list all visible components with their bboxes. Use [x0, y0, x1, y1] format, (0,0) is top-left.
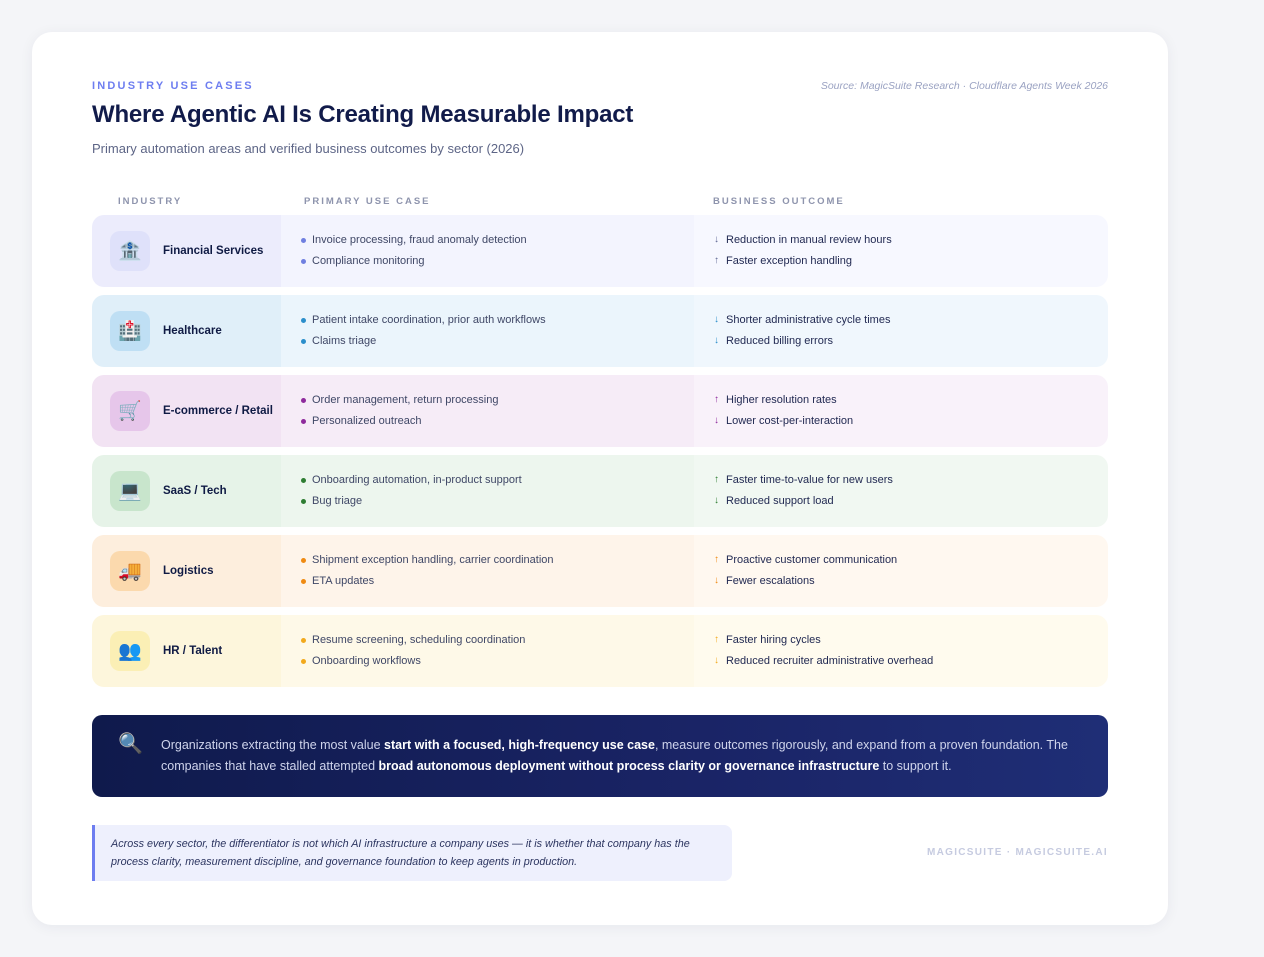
delivery-truck-icon: 🚚 — [110, 551, 150, 591]
outcome-text: Fewer escalations — [726, 575, 815, 587]
use-case-item — [301, 313, 694, 334]
industry-cell — [92, 615, 281, 687]
bullet-dot-icon — [301, 579, 306, 584]
industry-cell — [92, 215, 281, 287]
outcome-item — [714, 313, 1108, 334]
arrow-down-icon: ↓ — [714, 335, 719, 346]
industry-cell — [92, 455, 281, 527]
use-case-item — [301, 334, 694, 355]
use-case-cell — [281, 375, 694, 447]
use-case-cell — [281, 215, 694, 287]
use-case-item — [301, 473, 694, 494]
closing-quote: Across every sector, the differentiator is not which AI infrastructure a company uses — it is whether that company has the process clarity, measurement discipline, and governance foundation to keep agents in production. — [92, 825, 732, 881]
brand-footer: MAGICSUITE · MAGICSUITE.AI — [926, 847, 1108, 858]
outcome-cell — [694, 535, 1108, 607]
use-case-item — [301, 654, 694, 675]
bullet-dot-icon — [301, 499, 306, 504]
arrow-down-icon: ↓ — [714, 495, 719, 506]
outcome-item — [714, 393, 1108, 414]
bullet-dot-icon — [301, 638, 306, 643]
outcome-item — [714, 633, 1108, 654]
outcome-text: Higher resolution rates — [726, 394, 837, 406]
industry-cell — [92, 535, 281, 607]
column-header-outcome: BUSINESS OUTCOME — [713, 196, 845, 207]
industry-name: Financial Services — [163, 244, 264, 257]
use-case-text: Personalized outreach — [312, 415, 422, 427]
arrow-up-icon: ↑ — [714, 554, 719, 565]
use-case-text: Claims triage — [312, 335, 377, 347]
bullet-dot-icon — [301, 558, 306, 563]
outcome-item — [714, 553, 1108, 574]
outcome-item — [714, 574, 1108, 595]
use-case-text: Onboarding automation, in-product support — [312, 474, 522, 486]
bullet-dot-icon — [301, 398, 306, 403]
outcome-text: Reduction in manual review hours — [726, 234, 892, 246]
magnifier-icon: 🔍 — [118, 733, 143, 755]
outcome-text: Shorter administrative cycle times — [726, 314, 891, 326]
arrow-down-icon: ↓ — [714, 314, 719, 325]
page-subtitle: Primary automation areas and verified business outcomes by sector (2026) — [92, 141, 525, 156]
laptop-icon: 💻 — [110, 471, 150, 511]
eyebrow-label: INDUSTRY USE CASES — [92, 80, 254, 92]
outcome-text: Reduced recruiter administrative overhead — [726, 655, 934, 667]
shopping-cart-icon: 🛒 — [110, 391, 150, 431]
people-icon: 👥 — [110, 631, 150, 671]
use-case-text: Patient intake coordination, prior auth workflows — [312, 314, 546, 326]
use-case-text: Shipment exception handling, carrier coordination — [312, 554, 554, 566]
outcome-text: Faster time-to-value for new users — [726, 474, 893, 486]
table-row — [92, 295, 1108, 367]
use-case-item — [301, 494, 694, 515]
industry-cell — [92, 295, 281, 367]
industry-cell — [92, 375, 281, 447]
outcome-cell — [694, 295, 1108, 367]
outcome-text: Reduced billing errors — [726, 335, 833, 347]
use-case-text: ETA updates — [312, 575, 375, 587]
use-case-item — [301, 233, 694, 254]
callout-text-3: to support it. — [879, 759, 952, 773]
source-note: Source: MagicSuite Research · Cloudflare Agents Week 2026 — [820, 80, 1108, 92]
page-title: Where Agentic AI Is Creating Measurable Impact — [92, 101, 634, 128]
bullet-dot-icon — [301, 478, 306, 483]
bullet-dot-icon — [301, 318, 306, 323]
industry-table — [92, 215, 1108, 695]
arrow-down-icon: ↓ — [714, 655, 719, 666]
outcome-text: Proactive customer communication — [726, 554, 898, 566]
arrow-up-icon: ↑ — [714, 394, 719, 405]
outcome-item — [714, 233, 1108, 254]
use-case-item — [301, 574, 694, 595]
use-case-cell — [281, 535, 694, 607]
table-row — [92, 615, 1108, 687]
table-row — [92, 455, 1108, 527]
industry-name: Logistics — [163, 564, 214, 577]
callout-bold-1: start with a focused, high-frequency use case — [384, 738, 655, 752]
use-case-text: Onboarding workflows — [312, 655, 421, 667]
table-row — [92, 215, 1108, 287]
arrow-down-icon: ↓ — [714, 415, 719, 426]
outcome-cell — [694, 455, 1108, 527]
outcome-item — [714, 654, 1108, 675]
column-header-industry: INDUSTRY — [118, 196, 183, 207]
use-case-text: Compliance monitoring — [312, 255, 425, 267]
outcome-cell — [694, 375, 1108, 447]
use-case-item — [301, 414, 694, 435]
arrow-down-icon: ↓ — [714, 575, 719, 586]
outcome-item — [714, 254, 1108, 275]
industry-name: E-commerce / Retail — [163, 404, 273, 417]
industry-name: HR / Talent — [163, 644, 223, 657]
use-case-text: Invoice processing, fraud anomaly detection — [312, 234, 527, 246]
outcome-text: Lower cost-per-interaction — [726, 415, 854, 427]
use-case-cell — [281, 455, 694, 527]
outcome-cell — [694, 615, 1108, 687]
outcome-item — [714, 334, 1108, 355]
bullet-dot-icon — [301, 339, 306, 344]
use-case-cell — [281, 295, 694, 367]
industry-name: Healthcare — [163, 324, 222, 337]
use-case-cell — [281, 615, 694, 687]
outcome-cell — [694, 215, 1108, 287]
outcome-item — [714, 473, 1108, 494]
outcome-text: Faster hiring cycles — [726, 634, 821, 646]
use-case-text: Order management, return processing — [312, 394, 499, 406]
industry-name: SaaS / Tech — [163, 484, 227, 497]
table-row — [92, 535, 1108, 607]
outcome-item — [714, 494, 1108, 515]
hospital-icon: 🏥 — [110, 311, 150, 351]
bullet-dot-icon — [301, 238, 306, 243]
callout-text-1: Organizations extracting the most value — [161, 738, 385, 752]
arrow-up-icon: ↑ — [714, 255, 719, 266]
column-header-use-case: PRIMARY USE CASE — [304, 196, 431, 207]
bullet-dot-icon — [301, 259, 306, 264]
use-case-item — [301, 633, 694, 654]
outcome-text: Reduced support load — [726, 495, 834, 507]
use-case-text: Bug triage — [312, 495, 363, 507]
bank-icon: 🏦 — [110, 231, 150, 271]
report-card — [32, 32, 1168, 925]
bullet-dot-icon — [301, 419, 306, 424]
callout-text-2: , measure outcomes rigorously, and expand from a proven foundation. The companies that have stalled attempted — [161, 738, 1068, 773]
outcome-text: Faster exception handling — [726, 255, 852, 267]
arrow-down-icon: ↓ — [714, 234, 719, 245]
arrow-up-icon: ↑ — [714, 634, 719, 645]
outcome-item — [714, 414, 1108, 435]
bullet-dot-icon — [301, 659, 306, 664]
use-case-text: Resume screening, scheduling coordination — [312, 634, 526, 646]
table-row — [92, 375, 1108, 447]
arrow-up-icon: ↑ — [714, 474, 719, 485]
use-case-item — [301, 393, 694, 414]
insight-callout — [92, 715, 1108, 797]
use-case-item — [301, 254, 694, 275]
callout-bold-2: broad autonomous deployment without process clarity or governance infrastructure — [378, 759, 880, 773]
use-case-item — [301, 553, 694, 574]
